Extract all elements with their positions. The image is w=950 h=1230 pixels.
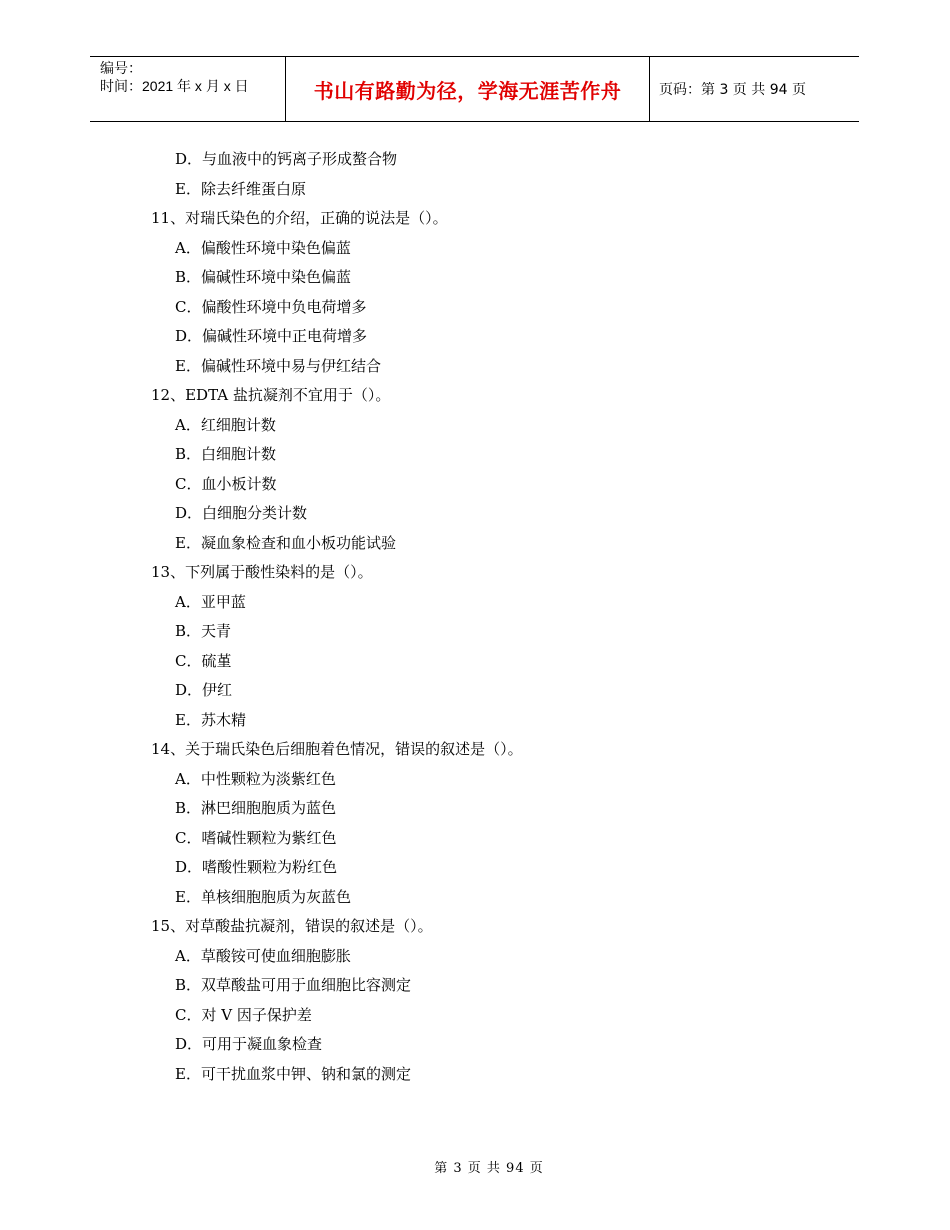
answer-option: A．中性颗粒为淡紫红色 (175, 769, 336, 788)
header-motto: 书山有路勤为径，学海无涯苦作舟 (286, 57, 650, 121)
answer-option: D．嗜酸性颗粒为粉红色 (175, 858, 338, 876)
answer-option: D．白细胞分类计数 (175, 504, 308, 522)
answer-option: B．双草酸盐可用于血细胞比容测定 (175, 976, 412, 994)
answer-option: A．草酸铵可使血细胞膨胀 (175, 946, 351, 965)
answer-option: D．与血液中的钙离子形成螯合物 (175, 150, 398, 168)
page-header (90, 56, 859, 122)
answer-option: B．淋巴细胞胞质为蓝色 (175, 799, 337, 817)
answer-option: D．可用于凝血象检查 (175, 1035, 323, 1053)
time-label: 时间：2021 年 x 月 x 日 (100, 78, 249, 94)
answer-option: A．亚甲蓝 (175, 592, 246, 611)
header-page-code: 页码：第 3 页 共 94 页 (659, 82, 806, 98)
answer-option: E．除去纤维蛋白原 (175, 179, 306, 198)
answer-option: A．偏酸性环境中染色偏蓝 (175, 238, 351, 257)
answer-option: E．凝血象检查和血小板功能试验 (175, 533, 396, 552)
number-label: 编号： (100, 60, 142, 76)
answer-option: C．嗜碱性颗粒为紫红色 (175, 828, 337, 847)
question-text: 13、下列属于酸性染料的是（）。 (151, 563, 373, 581)
question-text: 14、关于瑞氏染色后细胞着色情况，错误的叙述是（）。 (151, 740, 523, 758)
answer-option: D．偏碱性环境中正电荷增多 (175, 327, 368, 345)
answer-option: B．天青 (175, 622, 232, 640)
answer-option: E．可干扰血浆中钾、钠和氯的测定 (175, 1064, 411, 1083)
answer-option: E．偏碱性环境中易与伊红结合 (175, 356, 381, 375)
answer-option: B．白细胞计数 (175, 445, 277, 463)
question-text: 11、对瑞氏染色的介绍，正确的说法是（）。 (151, 209, 448, 227)
answer-option: D．伊红 (175, 681, 233, 699)
answer-option: E．苏木精 (175, 710, 246, 729)
answer-option: A．红细胞计数 (175, 415, 276, 434)
header-meta (90, 57, 286, 121)
answer-option: C．血小板计数 (175, 474, 277, 493)
answer-option: B．偏碱性环境中染色偏蓝 (175, 268, 352, 286)
answer-option: C．偏酸性环境中负电荷增多 (175, 297, 367, 316)
answer-option: E．单核细胞胞质为灰蓝色 (175, 887, 351, 906)
question-text: 12、EDTA 盐抗凝剂不宜用于（）。 (151, 386, 391, 404)
page-footer: 第 3 页 共 94 页 (434, 1161, 544, 1176)
answer-option: C．对 V 因子保护差 (175, 1005, 312, 1024)
answer-option: C．硫堇 (175, 651, 232, 670)
question-text: 15、对草酸盐抗凝剂，错误的叙述是（）。 (151, 917, 433, 935)
